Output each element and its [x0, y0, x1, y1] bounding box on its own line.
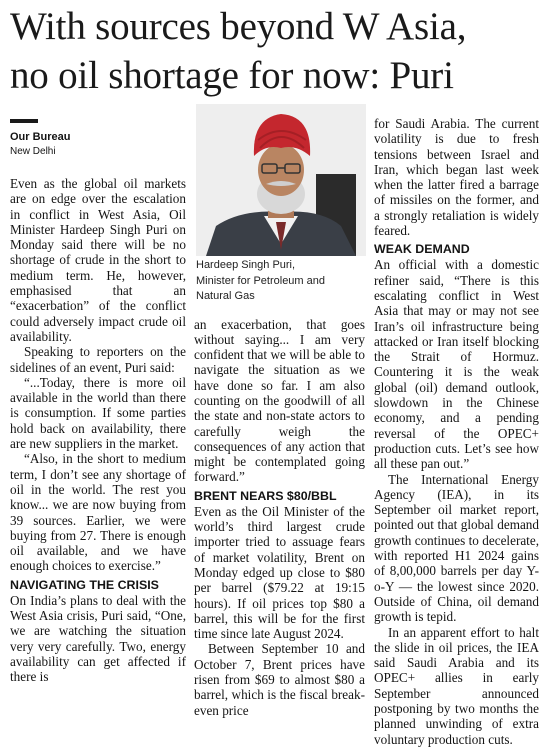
subheading-weak-demand: WEAK DEMAND [374, 242, 470, 257]
paragraph: “...Today, there is more oil available in the world than there is consumption. If some parties hold back on availability, there are new suppliers in the market. [10, 374, 186, 452]
paragraph: an exacerbation, that goes without saying... I am very confident that we will be able to navigate the situation as we have done so far. I am also counting on the goodwill of all the state and non-state actors to carefully weigh the consequences of any action that might be contemplated going forward.” [194, 316, 365, 485]
photo-caption [196, 258, 366, 305]
paragraph: Even as the Oil Minister of the world’s third largest crude importer tried to assuage fears of market volatility, Brent on Monday edged up close to $80 per barrel ($79.22 at 19:15 hours). If oil prices top $80 a barrel, this will be for the first time since late August 2024. [194, 503, 365, 642]
headline-line-2: no oil shortage for now: Puri [10, 54, 454, 97]
caption-line-1: Hardeep Singh Puri, [196, 259, 296, 271]
dateline: New Delhi [10, 146, 56, 157]
column-1 [10, 176, 186, 685]
column-3-top [374, 116, 539, 747]
portrait-photo-icon [196, 104, 366, 256]
paragraph: Between September 10 and October 7, Brent prices have risen from $69 to almost $80 a barrel, which is the fiscal break-even price [194, 641, 365, 718]
caption-line-3: Natural Gas [196, 290, 255, 302]
headline [10, 2, 535, 100]
portrait-photo [196, 104, 366, 256]
subheading-brent: BRENT NEARS $80/BBL [194, 488, 337, 503]
paragraph: On India’s plans to deal with the West Asia crisis, Puri said, “One, we are watching the situation very very carefully. Two, energy availability can get affected if there is [10, 592, 186, 685]
paragraph: Speaking to reporters on the sidelines of an event, Puri said: [10, 344, 186, 375]
caption-line-2: Minister for Petroleum and [196, 274, 325, 287]
subheading-navigating: NAVIGATING THE CRISIS [10, 577, 159, 592]
paragraph: “Also, in the short to medium term, I don’t see any shortage of oil in the world. The rest you know... we are now buying from 39 sources. Earlier, we were buying from 27. There is enough oil available, and we have enough choices to exercise.” [10, 451, 186, 574]
paragraph: In an apparent effort to halt the slide in oil prices, the IEA said Saudi Arabia and its OPEC+ allies in early September announced postponing by two months the planned unwinding of extra voluntary production cuts. [374, 624, 539, 747]
byline-rule [10, 119, 38, 123]
byline: Our Bureau [10, 131, 71, 143]
paragraph: Even as the global oil markets are on edge over the escalation in conflict in West Asia, Oil Minister Hardeep Singh Puri on Monday said there will be no shortage of crude in the short to medium term. He, however, emphasised that an “exacerbation” of the conflict could adversely impact crude oil availability. [10, 176, 186, 344]
headline-line-1: With sources beyond W Asia, [10, 5, 467, 48]
paragraph: The International Energy Agency (IEA), in its September oil market report, pointed out that global demand growth continues to decelerate, with reported H1 2024 gains of 8,00,000 barrels per day Y-o-Y — the lowest since 2020. Outside of China, oil demand growth is tepid. [374, 471, 539, 625]
paragraph: An official with a domestic refiner said, “There is this escalating conflict in West Asia that may or may not see Iran’s oil infrastructure being attacked or Iran itself blocking the Strait of Hormuz. Countering it is the weak global (oil) demand outlook, slowdown in the Chinese economy, and a pending reversal of the OPEC+ production cuts. Let’s see how all these pan out.” [374, 257, 539, 472]
paragraph: for Saudi Arabia. The current volatility is due to fresh tensions between Israel and Iran, which began last week when the latter fired a barrage of missiles on the former, and a strongly retaliation is widely feared. [374, 116, 539, 239]
column-2 [194, 317, 365, 718]
